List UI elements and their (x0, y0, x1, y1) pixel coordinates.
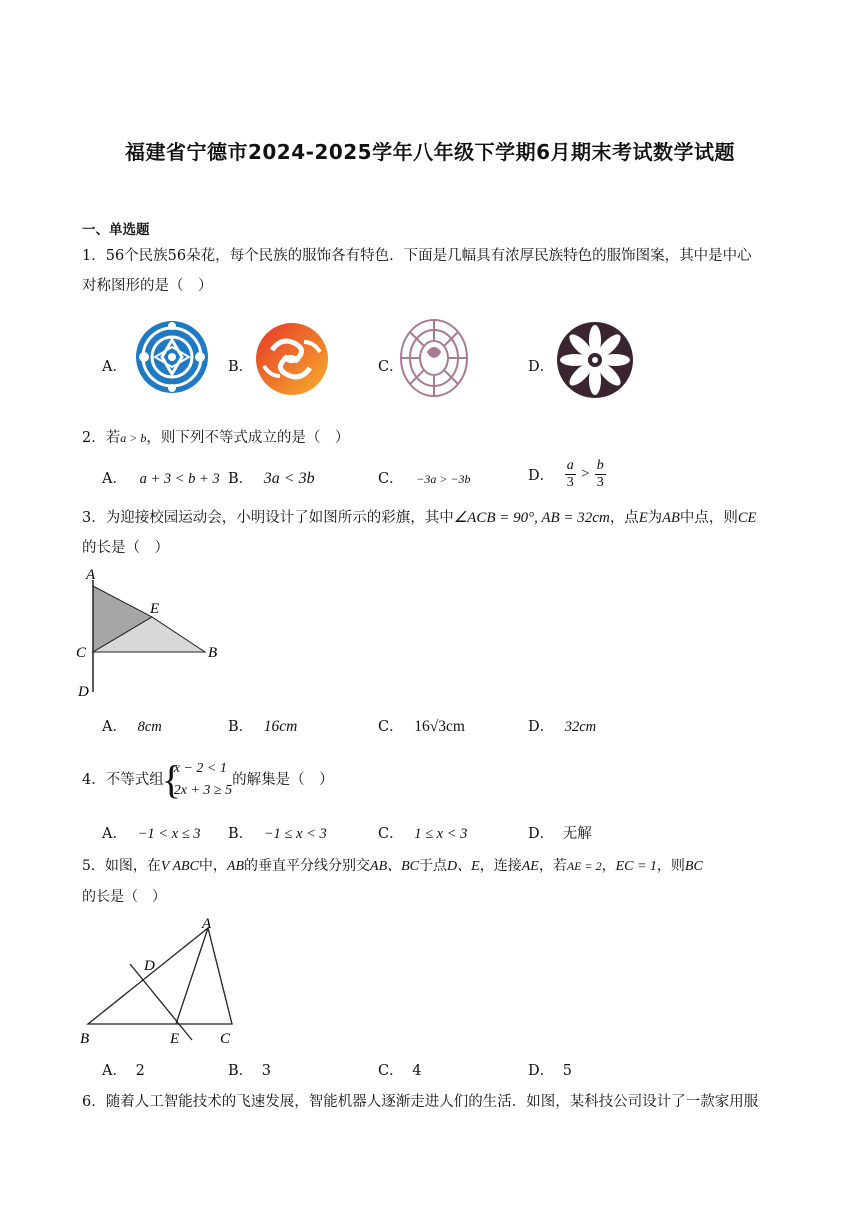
q3-point-e: E (638, 510, 648, 526)
q2-option-a-label: A． (102, 471, 127, 487)
q5-label-d: D (144, 958, 155, 974)
q3-flag-figure (72, 562, 232, 706)
q3-option-d-label: D． (528, 719, 555, 735)
q5-ab: AB (226, 859, 245, 874)
page-title: 福建省宁德市2024-2025学年八年级下学期6月期末考试数学试题 (124, 140, 736, 164)
q2-suffix: ，则下列不等式成立的是（ ） (146, 430, 350, 446)
q5-points: D、E (447, 859, 480, 874)
q2-option-d-label: D． (528, 468, 555, 484)
q3-label-d: D (78, 684, 89, 700)
q1-option-d-image (552, 320, 638, 404)
q2-option-d-frac-a (565, 458, 576, 491)
q5-f: ，若 (538, 858, 567, 874)
q5-g: ， (601, 858, 616, 874)
q4-option-d (528, 822, 592, 843)
q4-inequality-1: x − 2 < 1 (173, 761, 227, 776)
q5-ae: AE (521, 859, 539, 874)
q1-option-c-label: C． (378, 359, 404, 375)
q3-option-a (102, 715, 162, 736)
q4-inequality-2: 2x + 3 ≥ 5 (173, 783, 233, 798)
q3-option-a-label: A． (102, 719, 127, 735)
q5-b: 中， (198, 858, 227, 874)
q2-option-d (528, 458, 606, 491)
q5-triangle: V ABC (160, 859, 199, 874)
q2-option-c-expr: −3a > −3b (416, 472, 471, 486)
q5-option-b (228, 1059, 271, 1080)
question-3-line-2: 的长是（ ） (82, 540, 169, 556)
q1-option-a-label: A． (102, 359, 127, 375)
question-1-text (82, 241, 782, 301)
q2-option-a (102, 467, 220, 488)
q5-option-d (528, 1059, 572, 1080)
q4-option-b-value: −1 ≤ x < 3 (263, 826, 327, 842)
q3-option-d (528, 715, 596, 736)
q2-frac-b-numerator: b (596, 458, 604, 473)
q2-option-b (228, 467, 315, 488)
question-2-text (82, 423, 782, 453)
q5-label-e: E (170, 1031, 180, 1047)
q3-segment-ab: AB (662, 510, 680, 526)
q4-option-d-value: 无解 (562, 826, 592, 842)
q2-option-c-label: C． (378, 471, 404, 487)
q5-bc: BC (684, 859, 703, 874)
q5-label-b: B (80, 1031, 90, 1047)
q2-frac-gt: > (580, 466, 591, 482)
q3-label-a: A (86, 567, 96, 583)
q2-condition: a > b (120, 431, 147, 445)
q4-option-a-label: A． (102, 826, 127, 842)
question-1-line-2: 对称图形的是（ ） (82, 278, 213, 294)
orange-cloud-pattern-icon (248, 320, 336, 398)
q5-a: 5．如图，在 (82, 858, 161, 874)
question-5-line-1 (82, 851, 782, 882)
q2-option-a-expr: a + 3 < b + 3 (139, 471, 220, 487)
q3-option-a-value: 8cm (137, 719, 162, 735)
q4-option-b-label: B． (228, 826, 254, 842)
q4-option-a (102, 822, 201, 843)
q1-option-c-image (398, 316, 470, 404)
q3-segment-ce: CE (737, 510, 757, 526)
section-heading: 一、单选题 (82, 222, 150, 238)
q3-option-c-label: C． (378, 719, 404, 735)
q4-option-c (378, 822, 467, 843)
q5-option-b-label: B． (228, 1063, 254, 1079)
question-1-line-1: 1．56个民族56朵花，每个民族的服饰各有特色．下面是几幅具有浓厚民族特色的服饰图案，其中是中心 (82, 248, 752, 264)
q5-cond-2: EC = 1 (615, 859, 657, 874)
q1-option-a-image (124, 318, 220, 400)
question-5-text (82, 851, 782, 912)
q4-option-d-label: D． (528, 826, 555, 842)
q4-option-a-value: −1 < x ≤ 3 (137, 826, 201, 842)
q2-option-d-frac-b (595, 458, 606, 491)
q5-option-c-label: C． (378, 1063, 404, 1079)
question-3-line-1 (82, 503, 782, 533)
q3-option-b-label: B． (228, 719, 254, 735)
q5-c: 的垂直平分线分别交 (244, 858, 371, 874)
q5-option-d-value: 5 (562, 1063, 572, 1079)
q1-option-d-label: D． (528, 359, 555, 375)
q5-e: ，连接 (479, 858, 522, 874)
q4-prefix: 4．不等式组 (82, 772, 164, 788)
q3-option-c (378, 715, 465, 736)
q5-d: 于点 (419, 858, 448, 874)
dark-flower-pattern-icon (552, 320, 638, 400)
q3-label-e: E (150, 601, 160, 617)
blue-mandala-pattern-icon (124, 318, 220, 396)
q5-option-b-value: 3 (261, 1063, 271, 1079)
mauve-lotus-pattern-icon (398, 316, 470, 400)
q5-option-c (378, 1059, 421, 1080)
q5-sides: AB、BC (370, 859, 420, 874)
q5-option-d-label: D． (528, 1063, 555, 1079)
q5-h: ，则 (656, 858, 685, 874)
q1-option-b-image (248, 320, 336, 402)
q3-option-c-value: 16√3cm (414, 718, 465, 735)
q4-option-c-value: 1 ≤ x < 3 (414, 826, 468, 842)
q3-mid3: 中点，则 (679, 510, 738, 526)
q5-option-a (102, 1059, 145, 1080)
q5-triangle-figure (72, 912, 252, 1054)
question-5-line-2: 的长是（ ） (82, 889, 166, 905)
q1-option-b-label: B． (228, 359, 254, 375)
q3-label-b: B (208, 645, 218, 661)
q2-frac-a-denominator: 3 (566, 475, 574, 490)
q3-label-c: C (76, 645, 87, 661)
q5-option-c-value: 4 (412, 1063, 422, 1079)
q3-condition: ∠ACB = 90°, AB = 32cm (453, 510, 610, 526)
q2-prefix: 2．若 (82, 430, 121, 446)
q4-inequality-system: { x − 2 < 1 2x + 3 ≥ 5 (161, 757, 233, 802)
q3-mid2: 为 (647, 510, 663, 526)
q3-option-b-value: 16cm (263, 718, 298, 735)
q2-frac-b-denominator: 3 (596, 475, 604, 490)
q5-option-a-label: A． (102, 1063, 127, 1079)
question-4-text (82, 758, 782, 802)
q4-suffix: 的解集是（ ） (232, 772, 334, 788)
q5-cond-1: AE = 2 (566, 859, 602, 873)
q4-option-b (228, 822, 327, 843)
q5-label-a: A (202, 916, 212, 932)
q2-frac-a-numerator: a (566, 458, 574, 473)
question-6-text: 6．随着人工智能技术的飞速发展，智能机器人逐渐走进人们的生活．如图，某科技公司设计了一款家用服 (82, 1094, 759, 1110)
q2-option-b-label: B． (228, 471, 254, 487)
q2-option-b-expr: 3a < 3b (263, 470, 315, 487)
q2-option-c (378, 467, 471, 488)
q3-mid: ，点 (609, 510, 639, 526)
q3-option-b (228, 715, 297, 736)
q5-option-a-value: 2 (135, 1063, 145, 1079)
question-3-text (82, 503, 782, 563)
q4-option-c-label: C． (378, 826, 404, 842)
q3-option-d-value: 32cm (564, 719, 597, 735)
q3-prefix: 3．为迎接校园运动会，小明设计了如图所示的彩旗，其中 (82, 510, 454, 526)
q5-label-c: C (220, 1031, 231, 1047)
